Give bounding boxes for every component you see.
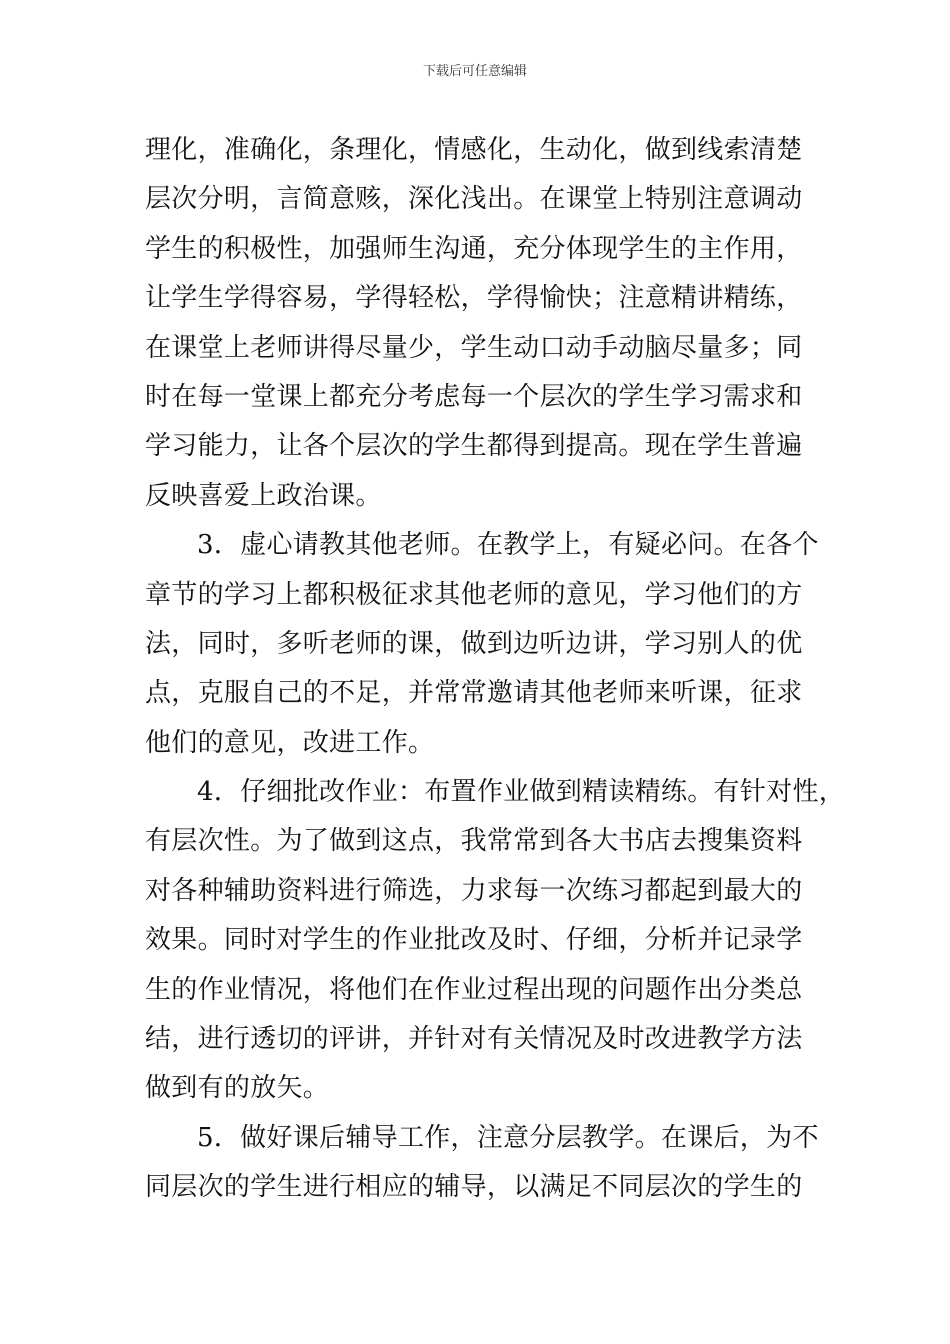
body-line: 做到有的放矢。: [145, 1073, 330, 1104]
body-line: 让学生学得容易，学得轻松，学得愉快；注意精讲精练，: [145, 283, 803, 314]
body-line: 点，克服自己的不足，并常常邀请其他老师来听课，征求: [145, 678, 803, 709]
body-line: 学习能力，让各个层次的学生都得到提高。现在学生普遍: [145, 431, 803, 462]
body-line: 同层次的学生进行相应的辅导，以满足不同层次的学生的: [145, 1172, 803, 1203]
body-line: 时在每一堂课上都充分考虑每一个层次的学生学习需求和: [145, 381, 803, 412]
body-line: 理化，准确化，条理化，情感化，生动化，做到线索清楚: [145, 135, 803, 165]
paragraph-start-line: 4．仔细批改作业：布置作业做到精读精练。有针对性，: [197, 777, 846, 808]
body-line: 结，进行透切的评讲，并针对有关情况及时改进教学方法: [145, 1024, 803, 1055]
body-line: 在课堂上老师讲得尽量少，学生动口动手动脑尽量多；同: [145, 332, 803, 363]
body-line: 效果。同时对学生的作业批改及时、仔细，分析并记录学: [145, 925, 803, 956]
body-line: 有层次性。为了做到这点，我常常到各大书店去搜集资料: [145, 826, 803, 857]
body-line: 法，同时，多听老师的课，做到边听边讲，学习别人的优: [145, 628, 803, 659]
page-header: 下载后可任意编辑: [422, 64, 527, 79]
body-line: 对各种辅助资料进行筛选，力求每一次练习都起到最大的: [145, 875, 803, 906]
body-line: 章节的学习上都积极征求其他老师的意见，学习他们的方: [145, 579, 803, 610]
body-line: 学生的积极性，加强师生沟通，充分体现学生的主作用，: [145, 233, 803, 264]
paragraph-start-line: 3．虚心请教其他老师。在教学上，有疑必问。在各个: [197, 530, 819, 561]
body-line: 层次分明，言简意赅，深化浅出。在课堂上特别注意调动: [145, 184, 803, 215]
body-line: 生的作业情况，将他们在作业过程出现的问题作出分类总: [145, 974, 803, 1005]
body-line: 他们的意见，改进工作。: [145, 727, 435, 758]
body-line: 反映喜爱上政治课。: [145, 480, 382, 511]
document-body: [145, 126, 846, 1213]
paragraph-start-line: 5．做好课后辅导工作，注意分层教学。在课后，为不: [197, 1122, 819, 1153]
